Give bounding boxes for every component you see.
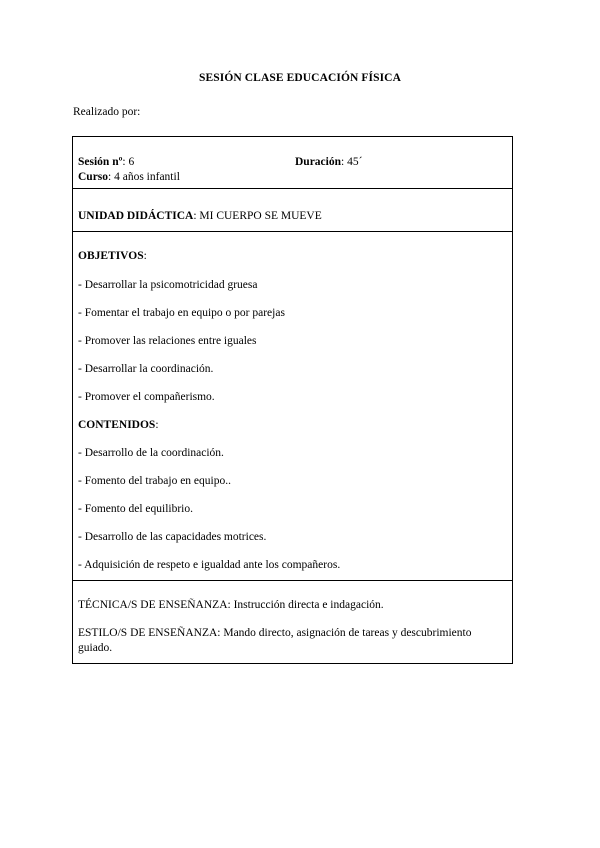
objectives-colon: : — [143, 250, 147, 262]
content-item: - Fomento del equilibrio. — [78, 503, 193, 515]
course-label: Curso — [78, 171, 109, 183]
session-table — [72, 136, 513, 664]
objectives-contents-section — [73, 231, 512, 581]
session-number-label: Sesión nº — [78, 156, 123, 168]
didactic-unit — [78, 210, 322, 222]
document-title: SESIÓN CLASE EDUCACIÓN FÍSICA — [199, 72, 401, 84]
course — [78, 171, 180, 183]
teaching-technique: TÉCNICA/S DE ENSEÑANZA: Instrucción directa e indagación. — [78, 599, 384, 611]
content-item: - Adquisición de respeto e igualdad ante los compañeros. — [78, 559, 341, 571]
content-item: - Desarrollo de las capacidades motrices. — [78, 531, 267, 543]
content-item: - Desarrollo de la coordinación. — [78, 447, 224, 459]
content-item: - Fomento del trabajo en equipo.. — [78, 475, 231, 487]
unit-label: UNIDAD DIDÁCTICA — [78, 210, 194, 222]
teaching-style: ESTILO/S DE ENSEÑANZA: Mando directo, asignación de tareas y descubrimiento — [78, 627, 472, 639]
unit-value: : MI CUERPO SE MUEVE — [193, 210, 322, 222]
objective-item: - Promover las relaciones entre iguales — [78, 335, 257, 347]
author-label: Realizado por: — [73, 106, 141, 118]
objective-item: - Fomentar el trabajo en equipo o por parejas — [78, 307, 285, 319]
objective-item: - Desarrollar la coordinación. — [78, 363, 214, 375]
contents-heading — [78, 419, 159, 431]
session-number — [78, 156, 134, 168]
objective-item: - Desarrollar la psicomotricidad gruesa — [78, 279, 258, 291]
session-number-value: : 6 — [122, 156, 135, 168]
objectives-heading — [78, 250, 147, 262]
contents-colon: : — [155, 419, 159, 431]
duration-label: Duración — [295, 156, 341, 168]
objectives-label: OBJETIVOS — [78, 250, 144, 262]
unit-section — [73, 188, 512, 231]
session-header-section — [73, 137, 512, 189]
session-duration — [295, 156, 362, 168]
objective-item: - Promover el compañerismo. — [78, 391, 215, 403]
teaching-style-continuation: guiado. — [78, 642, 113, 654]
course-value: : 4 años infantil — [108, 171, 180, 183]
duration-value: : 45´ — [341, 156, 363, 168]
contents-label: CONTENIDOS — [78, 419, 156, 431]
teaching-section — [73, 580, 512, 664]
